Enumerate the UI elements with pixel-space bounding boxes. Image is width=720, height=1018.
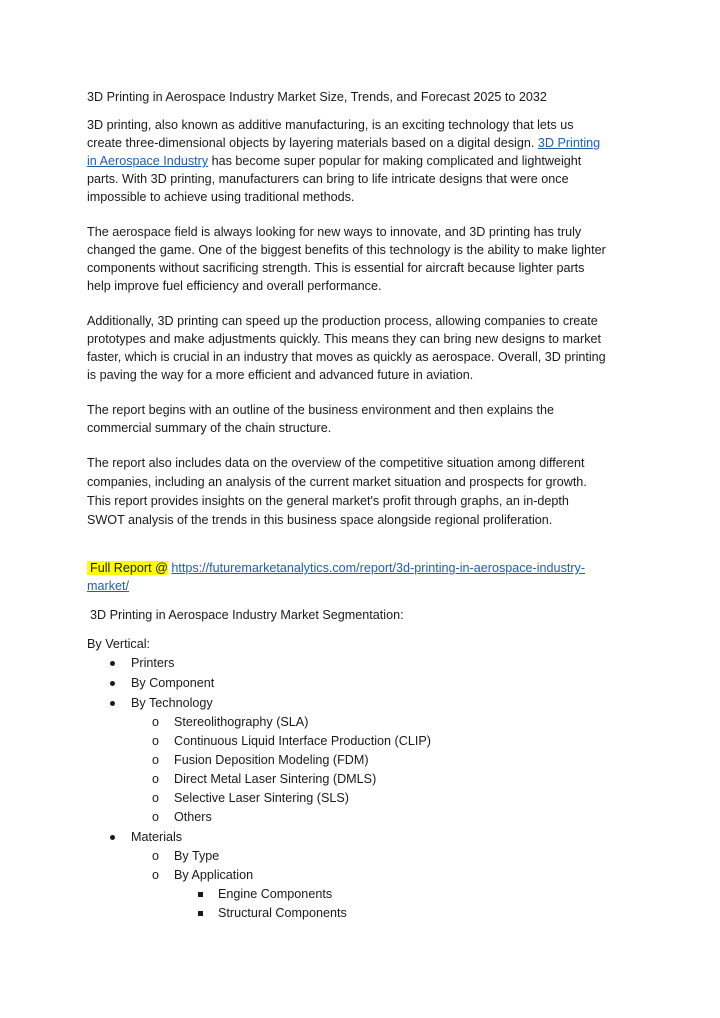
paragraph-1-line-2-text: create three-dimensional objects by layering materials based on a digital design. xyxy=(87,136,538,150)
list-item-sla: Stereolithography (SLA) xyxy=(174,715,309,729)
paragraph-5-line-4: SWOT analysis of the trends in this business space alongside regional proliferation. xyxy=(87,513,553,527)
market-link-part-2[interactable]: in Aerospace Industry xyxy=(87,154,209,168)
paragraph-1-line-3-text: has become super popular for making complicated and lightweight xyxy=(208,154,582,168)
paragraph-3-line-2: prototypes and make adjustments quickly. This means they can bring new designs to market xyxy=(87,332,602,346)
list-item-engine-components: Engine Components xyxy=(218,887,333,901)
paragraph-1-line-4: parts. With 3D printing, manufacturers can bring to life intricate designs that were once xyxy=(87,172,569,186)
list-item-by-application: By Application xyxy=(174,868,254,882)
paragraph-3-line-1: Additionally, 3D printing can speed up the production process, allowing companies to create xyxy=(87,314,598,328)
bullet-circle: o xyxy=(152,810,160,824)
list-item-clip: Continuous Liquid Interface Production (CLIP) xyxy=(174,734,431,748)
paragraph-2-line-3: components without sacrificing strength. This is essential for aircraft because lighter parts xyxy=(87,261,585,275)
bullet-circle: o xyxy=(152,715,160,729)
list-item-by-component: By Component xyxy=(131,676,215,690)
bullet-disc xyxy=(110,835,115,840)
list-item-structural-components: Structural Components xyxy=(218,906,347,920)
paragraph-1-line-1: 3D printing, also known as additive manufacturing, is an exciting technology that lets us xyxy=(87,118,574,132)
paragraph-1-line-5: impossible to achieve using traditional methods. xyxy=(87,190,355,204)
paragraph-5-line-1: The report also includes data on the overview of the competitive situation among different xyxy=(87,456,585,470)
full-report-line-2 xyxy=(87,578,129,595)
bullet-disc xyxy=(110,681,115,686)
bullet-circle: o xyxy=(152,791,160,805)
list-item-printers: Printers xyxy=(131,656,175,670)
full-report-line-1 xyxy=(87,560,585,577)
paragraph-1-line-3 xyxy=(87,153,581,170)
paragraph-1-line-2 xyxy=(87,135,600,152)
paragraph-4-line-2: commercial summary of the chain structure. xyxy=(87,421,332,435)
paragraph-4-line-1: The report begins with an outline of the business environment and then explains the xyxy=(87,403,554,417)
paragraph-2-line-1: The aerospace field is always looking for new ways to innovate, and 3D printing has truly xyxy=(87,225,582,239)
bullet-square xyxy=(198,892,203,897)
full-report-label: Full Report @ xyxy=(87,561,168,575)
paragraph-2-line-4: help improve fuel efficiency and overall performance. xyxy=(87,279,382,293)
segmentation-heading: 3D Printing in Aerospace Industry Market Segmentation: xyxy=(90,608,404,622)
list-item-sls: Selective Laser Sintering (SLS) xyxy=(174,791,349,805)
bullet-circle: o xyxy=(152,849,160,863)
full-report-url-part-2[interactable]: market/ xyxy=(87,579,129,593)
paragraph-5-line-2: companies, including an analysis of the current market situation and prospects for growth. xyxy=(87,475,587,489)
by-vertical-heading: By Vertical: xyxy=(87,637,150,651)
paragraph-3-line-4: is paving the way for a more efficient and advanced future in aviation. xyxy=(87,368,474,382)
paragraph-5-line-3: This report provides insights on the general market's profit through graphs, an in-depth xyxy=(87,494,569,508)
bullet-circle: o xyxy=(152,753,160,767)
bullet-circle: o xyxy=(152,772,160,786)
list-item-fdm: Fusion Deposition Modeling (FDM) xyxy=(174,753,369,767)
full-report-url-part-1[interactable]: https://futuremarketanalytics.com/report/3d-printing-in-aerospace-industry- xyxy=(171,561,586,575)
list-item-by-technology: By Technology xyxy=(131,696,213,710)
market-link-part-1[interactable]: 3D Printing xyxy=(537,136,601,150)
bullet-circle: o xyxy=(152,868,160,882)
list-item-materials: Materials xyxy=(131,830,183,844)
list-item-by-type: By Type xyxy=(174,849,220,863)
document-title: 3D Printing in Aerospace Industry Market Size, Trends, and Forecast 2025 to 2032 xyxy=(87,90,547,104)
list-item-others: Others xyxy=(174,810,212,824)
bullet-square xyxy=(198,911,203,916)
paragraph-3-line-3: faster, which is crucial in an industry that moves as quickly as aerospace. Overall, 3D printing xyxy=(87,350,606,364)
bullet-disc xyxy=(110,661,115,666)
paragraph-2-line-2: changed the game. One of the biggest benefits of this technology is the ability to make lighter xyxy=(87,243,606,257)
bullet-circle: o xyxy=(152,734,160,748)
list-item-dmls: Direct Metal Laser Sintering (DMLS) xyxy=(174,772,377,786)
bullet-disc xyxy=(110,701,115,706)
